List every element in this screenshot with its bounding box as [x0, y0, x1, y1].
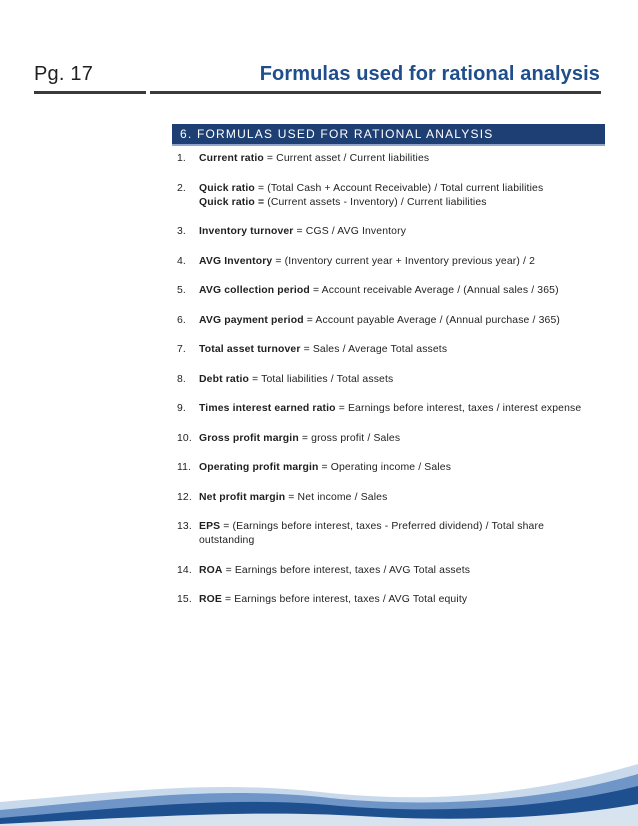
- formula-number: 2.: [177, 182, 186, 194]
- formula-term: EPS: [199, 521, 221, 532]
- header-rule-left: [34, 91, 146, 94]
- formula-term: ROE: [199, 594, 222, 605]
- formula-item: [177, 152, 607, 166]
- formula-alt-expression: (Current assets - Inventory) / Current liabilities: [264, 196, 487, 208]
- formula-item: [177, 225, 607, 239]
- formula-number: 1.: [177, 153, 186, 164]
- formula-number: 4.: [177, 255, 186, 267]
- header-rule-right: [150, 91, 601, 94]
- formula-term: Operating profit margin: [199, 462, 319, 473]
- formula-number: 12.: [177, 491, 192, 503]
- formula-number: 11.: [177, 462, 192, 473]
- formula-term: AVG payment period: [199, 314, 304, 326]
- formula-number: 3.: [177, 226, 186, 237]
- formula-expression: = CGS / AVG Inventory: [293, 226, 407, 237]
- formula-list: [177, 152, 607, 623]
- formula-expression: = Current asset / Current liabilities: [263, 153, 430, 164]
- formula-number: 10.: [177, 432, 192, 444]
- formula-number: 14.: [177, 564, 192, 576]
- formula-alt-term: Quick ratio =: [199, 196, 265, 208]
- formula-item: [177, 373, 607, 387]
- formula-number: 5.: [177, 285, 186, 296]
- formula-item: [177, 402, 607, 416]
- formula-item: [177, 314, 607, 328]
- formula-expression: = Account payable Average / (Annual purchase / 365): [303, 314, 560, 326]
- formula-item: [177, 564, 607, 578]
- formula-expression: = gross profit / Sales: [298, 432, 401, 444]
- formula-number: 6.: [177, 314, 186, 326]
- formula-term: Current ratio: [199, 153, 264, 164]
- page-title: Formulas used for rational analysis: [259, 63, 600, 85]
- formula-expression: = Net income / Sales: [285, 491, 388, 503]
- formula-term: Debt ratio: [199, 373, 249, 385]
- formula-item: [177, 343, 607, 357]
- formula-item: [177, 593, 607, 607]
- formula-number: 8.: [177, 373, 186, 385]
- section-heading-bar: 6. FORMULAS USED FOR RATIONAL ANALYSIS: [172, 124, 605, 146]
- formula-alt-line: [199, 196, 607, 210]
- formula-item: [177, 284, 607, 298]
- formula-expression: = (Total Cash + Account Receivable) / Total current liabilities: [254, 182, 544, 194]
- formula-item: [177, 491, 607, 505]
- formula-term: Total asset turnover: [199, 344, 301, 355]
- formula-term: ROA: [199, 564, 223, 576]
- formula-number: 9.: [177, 403, 186, 414]
- formula-term: Net profit margin: [199, 491, 286, 503]
- formula-expression-continued: outstanding: [199, 535, 255, 546]
- formula-item: [177, 432, 607, 446]
- page-number: Pg. 17: [34, 63, 94, 85]
- footer-wave-decoration: [0, 740, 638, 826]
- formula-item: [177, 255, 607, 269]
- formula-number: 13.: [177, 521, 192, 532]
- formula-expression: = Total liabilities / Total assets: [249, 373, 394, 385]
- formula-term: AVG Inventory: [199, 255, 273, 267]
- formula-expression: = Account receivable Average / (Annual sales / 365): [309, 285, 559, 296]
- formula-number: 15.: [177, 594, 192, 605]
- formula-term: Inventory turnover: [199, 226, 294, 237]
- formula-item: [177, 461, 607, 475]
- formula-expression: = Earnings before interest, taxes / AVG Total assets: [222, 564, 471, 576]
- formula-expression: = Sales / Average Total assets: [300, 344, 448, 355]
- formula-term: Quick ratio: [199, 182, 255, 194]
- formula-term: AVG collection period: [199, 285, 310, 296]
- formula-term: Times interest earned ratio: [199, 403, 336, 414]
- formula-expression: = (Inventory current year + Inventory previous year) / 2: [272, 255, 536, 267]
- formula-expression: = Earnings before interest, taxes / AVG Total equity: [221, 594, 468, 605]
- formula-expression: = Operating income / Sales: [318, 462, 452, 473]
- formula-item: [177, 182, 607, 210]
- formula-term: Gross profit margin: [199, 432, 299, 444]
- formula-item: [177, 520, 607, 548]
- formula-number: 7.: [177, 344, 186, 355]
- formula-expression: = Earnings before interest, taxes / interest expense: [335, 403, 582, 414]
- formula-expression: = (Earnings before interest, taxes - Preferred dividend) / Total share: [220, 521, 545, 532]
